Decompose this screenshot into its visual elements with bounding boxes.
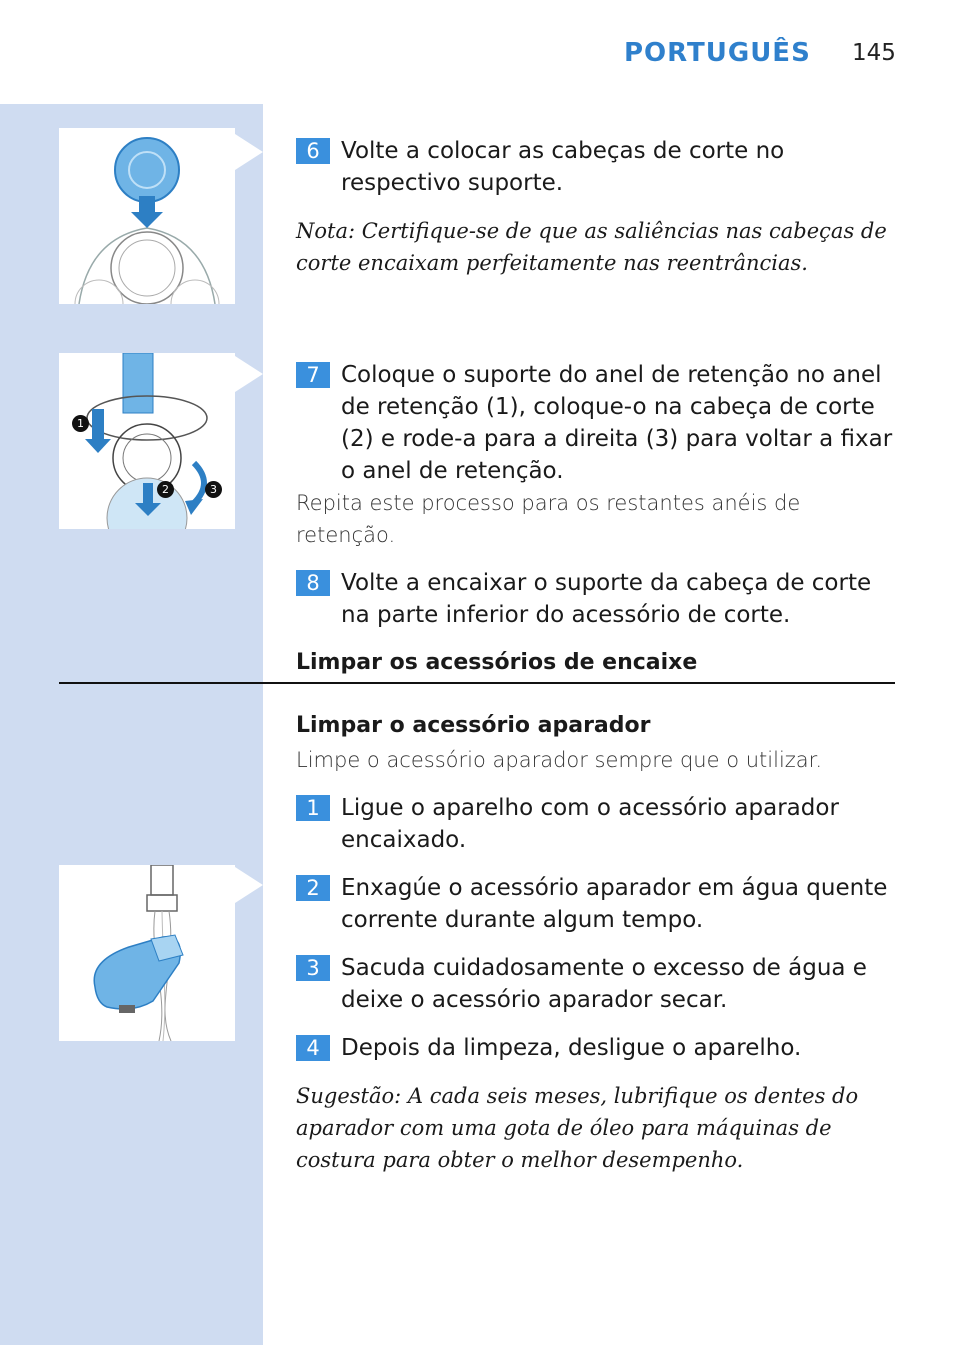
trimmer-step-1 — [296, 792, 896, 856]
step-number: 8 — [296, 570, 330, 596]
repeat-instruction: Repita este processo para os restantes anéis de retenção. — [296, 491, 801, 547]
step-text: Depois da limpeza, desligue o aparelho. — [341, 1035, 802, 1061]
trimmer-step-3 — [296, 952, 896, 1016]
page-number: 145 — [852, 40, 896, 66]
step-number: 7 — [296, 362, 330, 388]
step-text: Ligue o aparelho com o acessório aparador encaixado. — [341, 795, 839, 853]
step-number: 4 — [296, 1035, 330, 1061]
step-7 — [296, 359, 896, 487]
illustration-pointer — [235, 867, 263, 903]
step-text: Coloque o suporte do anel de retenção no anel de retenção (1), coloque-o na cabeça de corte (2) e rode-a para a direita (3) para voltar a fixar o anel de retenção. — [341, 362, 893, 484]
section-title-accessories: Limpar os acessórios de encaixe — [296, 650, 698, 675]
language-header: PORTUGUÊS — [624, 38, 811, 68]
step-text: Volte a colocar as cabeças de corte no respectivo suporte. — [341, 138, 785, 196]
step-text: Enxagúe o acessório aparador em água quente corrente durante algum tempo. — [341, 875, 888, 933]
trimmer-step-2 — [296, 872, 896, 936]
tip-lubrication: Sugestão: A cada seis meses, lubrifique os dentes do aparador com uma gota de óleo para máquinas de costura para obter o melhor desempenho. — [296, 1084, 859, 1172]
callout-3: 3 — [205, 481, 222, 498]
section-title-trimmer: Limpar o acessório aparador — [296, 713, 651, 738]
illustration-trimmer-rinse — [59, 865, 235, 1041]
illustration-retaining-ring — [59, 353, 235, 529]
section-divider — [59, 682, 895, 684]
step-text: Sacuda cuidadosamente o excesso de água e deixe o acessório aparador secar. — [341, 955, 867, 1013]
step-number: 3 — [296, 955, 330, 981]
step-number: 2 — [296, 875, 330, 901]
illustration-pointer — [235, 356, 263, 392]
step-text: Volte a encaixar o suporte da cabeça de corte na parte inferior do acessório de corte. — [341, 570, 872, 628]
callout-1: 1 — [72, 415, 89, 432]
trimmer-intro: Limpe o acessório aparador sempre que o utilizar. — [296, 748, 823, 772]
note-cutting-heads: Nota: Certifique-se de que as saliências nas cabeças de corte encaixam perfeitamente nas reentrâncias. — [296, 219, 887, 275]
trimmer-step-4 — [296, 1032, 896, 1064]
callout-2: 2 — [157, 481, 174, 498]
step-number: 6 — [296, 138, 330, 164]
illustration-pointer — [235, 134, 263, 170]
illustration-cutting-head-insert — [59, 128, 235, 304]
step-6 — [296, 135, 896, 199]
step-8 — [296, 567, 896, 631]
step-number: 1 — [296, 795, 330, 821]
